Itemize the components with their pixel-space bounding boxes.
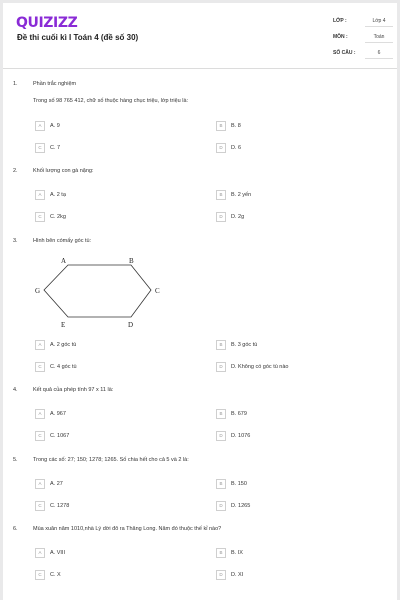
question-number: 1. xyxy=(13,81,18,87)
option-letter-box: B xyxy=(216,340,226,350)
option-letter-box: C xyxy=(35,143,45,153)
option-letter-box: B xyxy=(216,121,226,131)
option-text: D. 2g xyxy=(231,213,245,220)
option-letter-box: D xyxy=(216,570,226,580)
option-b[interactable] xyxy=(216,408,247,419)
option-letter-box: C xyxy=(35,212,45,222)
option-text: C. 7 xyxy=(50,144,61,151)
option-letter-box: C xyxy=(35,570,45,580)
question-number: 3. xyxy=(13,238,18,244)
option-letter-box: D xyxy=(216,212,226,222)
option-letter-box: A xyxy=(35,190,45,200)
option-text: D. 1076 xyxy=(231,432,251,439)
question-prompt: Hình bên cómấy góc tù: xyxy=(33,238,92,244)
option-letter-box: B xyxy=(216,479,226,489)
option-b[interactable] xyxy=(216,189,251,200)
option-a[interactable] xyxy=(35,120,60,131)
question-prompt: Trong số 98 765 412, chữ số thuộc hàng chục triệu, lớp triệu là: xyxy=(33,98,189,104)
question-prompt: Khối lượng con gà nặng: xyxy=(33,168,94,174)
question-prompt: Mùa xuân năm 1010,nhà Lý dời đô ra Thăng Long. Năm đó thuộc thế kỉ nào? xyxy=(33,526,222,532)
hexagon-figure xyxy=(33,257,173,329)
option-b[interactable] xyxy=(216,478,247,489)
option-c[interactable] xyxy=(35,142,60,153)
option-text: C. X xyxy=(50,571,61,578)
option-text: C. 1278 xyxy=(50,502,70,509)
option-a[interactable] xyxy=(35,339,76,350)
class-label: LỚP : xyxy=(333,18,347,24)
question-number: 4. xyxy=(13,387,18,393)
option-b[interactable] xyxy=(216,120,241,131)
option-letter-box: A xyxy=(35,340,45,350)
option-letter-box: D xyxy=(216,362,226,372)
option-d[interactable] xyxy=(216,500,250,511)
option-text: B. IX xyxy=(231,549,243,556)
option-c[interactable] xyxy=(35,569,61,580)
option-letter-box: C xyxy=(35,501,45,511)
option-letter-box: C xyxy=(35,362,45,372)
option-text: B. 8 xyxy=(231,122,241,129)
option-text: C. 4 góc tù xyxy=(50,363,77,370)
question-prompt: Trong các số: 27; 150; 1278; 1265. Số chia hết cho cả 5 và 2 là: xyxy=(33,457,189,463)
option-text: A. 27 xyxy=(50,480,63,487)
option-c[interactable] xyxy=(35,500,69,511)
option-letter-box: D xyxy=(216,431,226,441)
option-text: A. VIII xyxy=(50,549,65,556)
option-letter-box: A xyxy=(35,548,45,558)
option-text: C. 2kg xyxy=(50,213,66,220)
option-text: A. 2 góc tù xyxy=(50,341,77,348)
option-text: D. XI xyxy=(231,571,244,578)
option-a[interactable] xyxy=(35,408,66,419)
vertex-label-d: D xyxy=(128,321,134,329)
worksheet-page xyxy=(3,3,397,600)
option-d[interactable] xyxy=(216,361,288,372)
option-a[interactable] xyxy=(35,189,66,200)
option-letter-box: B xyxy=(216,409,226,419)
subject-value: Toán xyxy=(365,34,393,43)
option-letter-box: C xyxy=(35,431,45,441)
question-heading: Phần trắc nghiệm xyxy=(33,81,77,87)
subject-label: MÔN : xyxy=(333,34,348,40)
option-d[interactable] xyxy=(216,430,250,441)
option-text: D. Không có góc tù nào xyxy=(231,363,289,370)
option-b[interactable] xyxy=(216,547,243,558)
option-letter-box: B xyxy=(216,190,226,200)
vertex-label-e: E xyxy=(61,321,66,329)
option-text: B. 3 góc tù xyxy=(231,341,258,348)
option-c[interactable] xyxy=(35,211,66,222)
option-text: A. 9 xyxy=(50,122,60,129)
option-text: B. 679 xyxy=(231,410,247,417)
question-count-value: 6 xyxy=(365,50,393,59)
option-text: D. 6 xyxy=(231,144,242,151)
option-a[interactable] xyxy=(35,478,63,489)
question-number: 5. xyxy=(13,457,18,463)
option-a[interactable] xyxy=(35,547,65,558)
option-text: D. 1265 xyxy=(231,502,251,509)
question-number: 2. xyxy=(13,168,18,174)
option-text: B. 150 xyxy=(231,480,247,487)
worksheet-header xyxy=(3,3,397,69)
option-letter-box: A xyxy=(35,479,45,489)
document-title: Đề thi cuối kì I Toán 4 (đề số 30) xyxy=(17,33,139,42)
option-c[interactable] xyxy=(35,361,77,372)
option-letter-box: B xyxy=(216,548,226,558)
vertex-label-a: A xyxy=(61,257,67,265)
vertex-label-c: C xyxy=(155,287,160,295)
option-text: B. 2 yến xyxy=(231,191,252,198)
hexagon-shape xyxy=(44,265,151,317)
vertex-label-g: G xyxy=(35,287,41,295)
option-letter-box: D xyxy=(216,501,226,511)
option-c[interactable] xyxy=(35,430,69,441)
option-letter-box: A xyxy=(35,409,45,419)
option-d[interactable] xyxy=(216,211,244,222)
option-b[interactable] xyxy=(216,339,257,350)
option-letter-box: D xyxy=(216,143,226,153)
option-d[interactable] xyxy=(216,142,241,153)
quizizz-logo: QUIZIZZ xyxy=(16,15,78,31)
option-text: C. 1067 xyxy=(50,432,70,439)
class-value: Lớp 4 xyxy=(365,18,393,27)
option-text: A. 2 tạ xyxy=(50,191,66,198)
question-prompt: Kết quả của phép tính 97 x 11 là: xyxy=(33,387,114,393)
option-d[interactable] xyxy=(216,569,243,580)
question-count-label: SỐ CÂU : xyxy=(333,50,356,56)
question-number: 6. xyxy=(13,526,18,532)
vertex-label-b: B xyxy=(129,257,134,265)
option-letter-box: A xyxy=(35,121,45,131)
option-text: A. 967 xyxy=(50,410,66,417)
